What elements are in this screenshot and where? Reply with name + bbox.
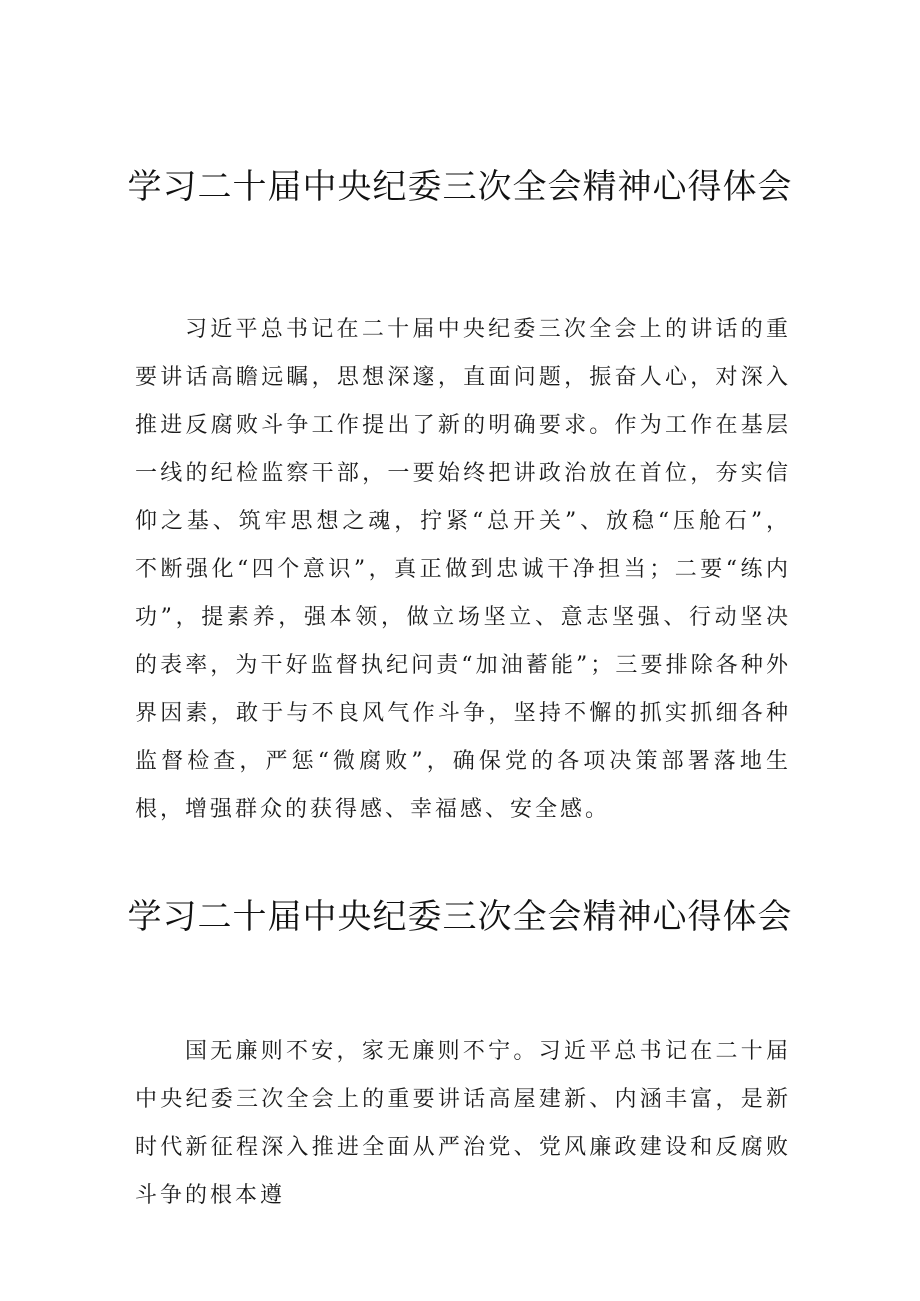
section-1-title: 学习二十届中央纪委三次全会精神心得体会 — [127, 167, 793, 207]
section-2-title: 学习二十届中央纪委三次全会精神心得体会 — [127, 897, 793, 937]
section-1-paragraph: 习近平总书记在二十届中央纪委三次全会上的讲话的重要讲话高瞻远瞩，思想深邃，直面问题，振奋人心，对深入推进反腐败斗争工作提出了新的明确要求。作为工作在基层一线的纪检监察干部，一要始终把讲政治放在首位，夯实信仰之基、筑牢思想之魂，拧紧“总开关”、放稳“压舱石”，不断强化“四个意识”，真正做到忠诚干净担当；二要“练内功”，提素养，强本领，做立场坚立、意志坚强、行动坚决的表率，为干好监督执纪问责“加油蓄能”；三要排除各种外界因素，敢于与不良风气作斗争，坚持不懈的抓实抓细各种监督检查，严惩“微腐败”，确保党的各项决策部署落地生根，增强群众的获得感、幸福感、安全感。 — [135, 317, 791, 822]
section-2-paragraph: 国无廉则不安，家无廉则不宁。习近平总书记在二十届中央纪委三次全会上的重要讲话高屋建新、内涵丰富，是新时代新征程深入推进全面从严治党、党风廉政建设和反腐败斗争的根本遵 — [135, 1039, 791, 1208]
